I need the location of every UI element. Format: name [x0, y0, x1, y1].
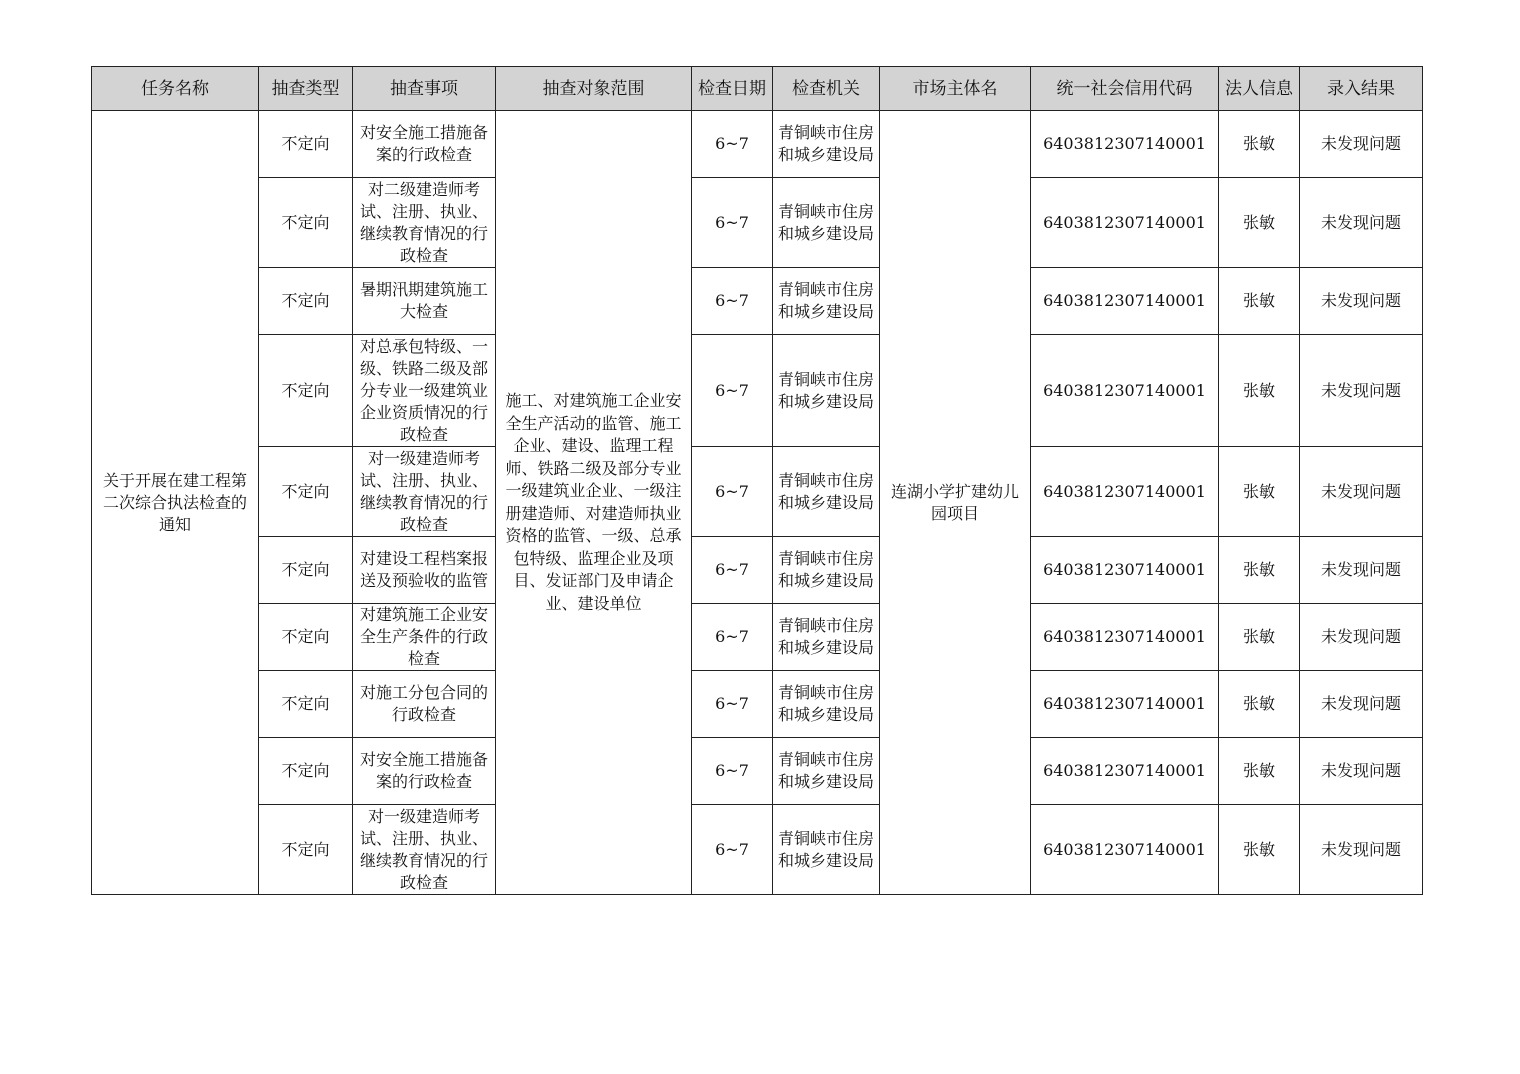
type-cell: 不定向: [259, 671, 353, 738]
table-row: [92, 738, 1423, 805]
table-row: [92, 805, 1423, 895]
legal-cell: 张敏: [1219, 111, 1300, 178]
date-cell: 6~7: [692, 604, 773, 671]
legal-cell: 张敏: [1219, 805, 1300, 895]
item-cell: 对二级建造师考试、注册、执业、继续教育情况的行政检查: [353, 178, 496, 268]
type-cell: 不定向: [259, 178, 353, 268]
agency-cell: 青铜峡市住房和城乡建设局: [773, 671, 880, 738]
result-cell: 未发现问题: [1300, 178, 1423, 268]
header-date: 检查日期: [692, 67, 773, 111]
header-check-item: 抽查事项: [353, 67, 496, 111]
header-legal-person: 法人信息: [1219, 67, 1300, 111]
legal-cell: 张敏: [1219, 671, 1300, 738]
date-cell: 6~7: [692, 447, 773, 537]
task-name-cell: 关于开展在建工程第二次综合执法检查的通知: [92, 111, 259, 895]
agency-cell: 青铜峡市住房和城乡建设局: [773, 738, 880, 805]
legal-cell: 张敏: [1219, 537, 1300, 604]
type-cell: 不定向: [259, 268, 353, 335]
agency-cell: 青铜峡市住房和城乡建设局: [773, 447, 880, 537]
type-cell: 不定向: [259, 805, 353, 895]
legal-cell: 张敏: [1219, 268, 1300, 335]
item-cell: 对建设工程档案报送及预验收的监管: [353, 537, 496, 604]
date-cell: 6~7: [692, 671, 773, 738]
code-cell: 6403812307140001: [1031, 604, 1219, 671]
item-cell: 对施工分包合同的行政检查: [353, 671, 496, 738]
legal-cell: 张敏: [1219, 738, 1300, 805]
item-cell: 对建筑施工企业安全生产条件的行政检查: [353, 604, 496, 671]
agency-cell: 青铜峡市住房和城乡建设局: [773, 178, 880, 268]
table-row: [92, 447, 1423, 537]
agency-cell: 青铜峡市住房和城乡建设局: [773, 111, 880, 178]
date-cell: 6~7: [692, 805, 773, 895]
market-subject-cell: 连湖小学扩建幼儿园项目: [880, 111, 1031, 895]
item-cell: 对安全施工措施备案的行政检查: [353, 111, 496, 178]
legal-cell: 张敏: [1219, 447, 1300, 537]
agency-cell: 青铜峡市住房和城乡建设局: [773, 335, 880, 447]
header-check-type: 抽查类型: [259, 67, 353, 111]
legal-cell: 张敏: [1219, 335, 1300, 447]
code-cell: 6403812307140001: [1031, 447, 1219, 537]
date-cell: 6~7: [692, 111, 773, 178]
table-row: [92, 537, 1423, 604]
item-cell: 对总承包特级、一级、铁路二级及部分专业一级建筑业企业资质情况的行政检查: [353, 335, 496, 447]
result-cell: 未发现问题: [1300, 335, 1423, 447]
result-cell: 未发现问题: [1300, 268, 1423, 335]
code-cell: 6403812307140001: [1031, 335, 1219, 447]
type-cell: 不定向: [259, 335, 353, 447]
table-row: [92, 178, 1423, 268]
legal-cell: 张敏: [1219, 604, 1300, 671]
table-row: [92, 671, 1423, 738]
header-scope: 抽查对象范围: [496, 67, 692, 111]
agency-cell: 青铜峡市住房和城乡建设局: [773, 604, 880, 671]
result-cell: 未发现问题: [1300, 671, 1423, 738]
item-cell: 对一级建造师考试、注册、执业、继续教育情况的行政检查: [353, 805, 496, 895]
date-cell: 6~7: [692, 537, 773, 604]
date-cell: 6~7: [692, 738, 773, 805]
agency-cell: 青铜峡市住房和城乡建设局: [773, 805, 880, 895]
inspection-table: [91, 66, 1423, 895]
result-cell: 未发现问题: [1300, 447, 1423, 537]
legal-cell: 张敏: [1219, 178, 1300, 268]
code-cell: 6403812307140001: [1031, 111, 1219, 178]
item-cell: 对一级建造师考试、注册、执业、继续教育情况的行政检查: [353, 447, 496, 537]
item-cell: 对安全施工措施备案的行政检查: [353, 738, 496, 805]
table-row: [92, 111, 1423, 178]
table-row: [92, 335, 1423, 447]
result-cell: 未发现问题: [1300, 604, 1423, 671]
result-cell: 未发现问题: [1300, 805, 1423, 895]
code-cell: 6403812307140001: [1031, 805, 1219, 895]
type-cell: 不定向: [259, 111, 353, 178]
header-task-name: 任务名称: [92, 67, 259, 111]
code-cell: 6403812307140001: [1031, 537, 1219, 604]
header-market-subject: 市场主体名: [880, 67, 1031, 111]
table-row: [92, 268, 1423, 335]
result-cell: 未发现问题: [1300, 111, 1423, 178]
item-cell: 暑期汛期建筑施工大检查: [353, 268, 496, 335]
code-cell: 6403812307140001: [1031, 178, 1219, 268]
header-credit-code: 统一社会信用代码: [1031, 67, 1219, 111]
scope-cell: 施工、对建筑施工企业安全生产活动的监管、施工企业、建设、监理工程师、铁路二级及部分专业一级建筑业企业、一级注册建造师、对建造师执业资格的监管、一级、总承包特级、监理企业及项目、发证部门及申请企业、建设单位: [496, 111, 692, 895]
date-cell: 6~7: [692, 178, 773, 268]
code-cell: 6403812307140001: [1031, 671, 1219, 738]
date-cell: 6~7: [692, 268, 773, 335]
table-row: [92, 604, 1423, 671]
agency-cell: 青铜峡市住房和城乡建设局: [773, 537, 880, 604]
type-cell: 不定向: [259, 537, 353, 604]
code-cell: 6403812307140001: [1031, 268, 1219, 335]
header-agency: 检查机关: [773, 67, 880, 111]
type-cell: 不定向: [259, 447, 353, 537]
header-result: 录入结果: [1300, 67, 1423, 111]
date-cell: 6~7: [692, 335, 773, 447]
result-cell: 未发现问题: [1300, 738, 1423, 805]
agency-cell: 青铜峡市住房和城乡建设局: [773, 268, 880, 335]
code-cell: 6403812307140001: [1031, 738, 1219, 805]
header-row: [92, 67, 1423, 111]
type-cell: 不定向: [259, 604, 353, 671]
type-cell: 不定向: [259, 738, 353, 805]
result-cell: 未发现问题: [1300, 537, 1423, 604]
